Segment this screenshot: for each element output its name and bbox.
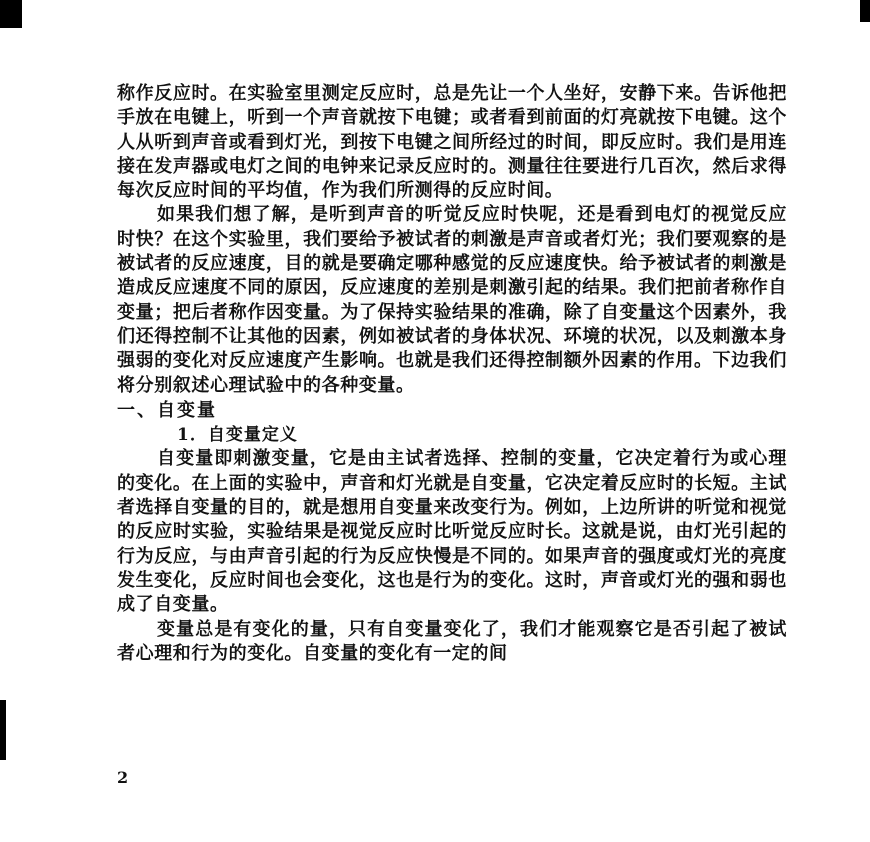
scan-edge-left — [0, 0, 22, 28]
paragraph-auditory-vs-visual: 如果我们想了解，是听到声音的听觉反应时快呢，还是看到电灯的视觉反应时快？在这个实验里，我们要给予被试者的刺激是声音或者灯光；我们要观察的是被试者的反应速度，目的就是要确定哪种感觉的反应速度快。给予被试者的刺激是造成反应速度不同的原因，反应速度的差别是刺激引起的结果。我们把前者称作自变量；把后者称作因变量。为了保持实验结果的准确，除了自变量这个因素外，我们还得控制不让其他的因素，例如被试者的身体状况、环境的状况，以及刺激本身强弱的变化对反应速度产生影响。也就是我们还得控制额外因素的作用。下边我们将分别叙述心理试验中的各种变量。 — [117, 204, 787, 396]
section-heading-independent-variable: 一、自变量 — [117, 399, 217, 421]
paragraph-variable-change: 变量总是有变化的量，只有自变量变化了，我们才能观察它是否引起了被试者心理和行为的变化。自变量的变化有一定的间 — [117, 618, 787, 664]
paragraph-reaction-time-measurement: 称作反应时。在实验室里测定反应时，总是先让一个人坐好，安静下来。告诉他把手放在电键上，听到一个声音就按下电键；或者看到前面的灯亮就按下电键。这个人从听到声音或看到灯光，到按下电键之间所经过的时间，即反应时。我们是用连接在发声器或电灯之间的电钟来记录反应时的。测量往往要进行几百次，然后求得每次反应时间的平均值，作为我们所测得的反应时间。 — [117, 83, 787, 202]
subsection-heading-definition: 1．自变量定义 — [177, 425, 298, 446]
paragraph-independent-variable-definition: 自变量即刺激变量，它是由主试者选择、控制的变量，它决定着行为或心理的变化。在上面的实验中，声音和灯光就是自变量，它决定着反应时的长短。主试者选择自变量的目的，就是想用自变量来改变行为。例如，上边所讲的听觉和视觉的反应时实验，实验结果是视觉反应时比听觉反应时长。这就是说，由灯光引起的行为反应，与由声音引起的行为反应快慢是不同的。如果声音的强度或灯光的亮度发生变化，反应时间也会变化，这也是行为的变化。这时，声音或灯光的强和弱也成了自变量。 — [117, 448, 787, 616]
page-body — [117, 82, 787, 666]
scan-edge-right — [860, 0, 870, 22]
page-number: 2 — [117, 768, 129, 787]
scan-edge-left-mid — [0, 700, 6, 760]
